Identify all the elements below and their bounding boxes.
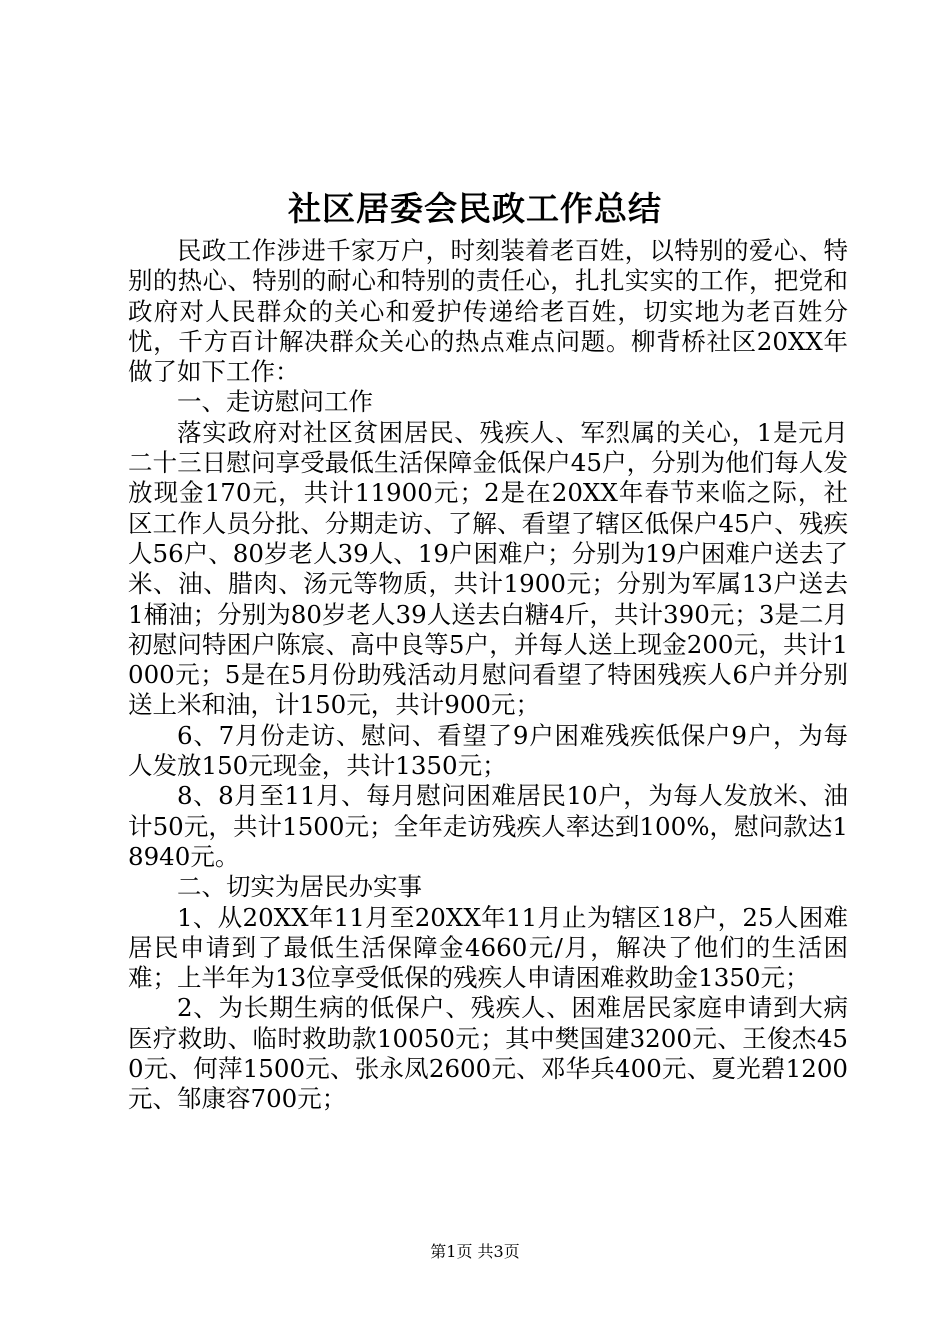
page-number-footer: 第1页 共3页 xyxy=(430,1242,520,1261)
page-title: 社区居委会民政工作总结 xyxy=(288,189,662,228)
paragraph: 6、7月份走访、慰问、看望了9户困难残疾低保户9户，为每人发放150元现金，共计1350元； xyxy=(128,720,848,781)
paragraph: 1、从20XX年11月至20XX年11月止为辖区18户，25人困难居民申请到了最低生活保障金4660元/月，解决了他们的生活困难；上半年为13位享受低保的残疾人申请困难救助金1350元； xyxy=(128,902,848,993)
section-heading-visits: 一、走访慰问工作 xyxy=(177,387,373,417)
intro-paragraph: 民政工作涉进千家万户，时刻装着老百姓，以特别的爱心、特别的热心、特别的耐心和特别的责任心，扎扎实实的工作，把党和政府对人民群众的关心和爱护传递给老百姓，切实地为老百姓分忧，千方百计解决群众关心的热点难点问题。柳背桥社区20XX年做了如下工作： xyxy=(128,236,848,387)
document-body xyxy=(128,236,848,1115)
paragraph: 8、8月至11月、每月慰问困难居民10户，为每人发放米、油计50元，共计1500元；全年走访残疾人率达到100%，慰问款达18940元。 xyxy=(128,781,848,871)
paragraph: 落实政府对社区贫困居民、残疾人、军烈属的关心，1是元月二十三日慰问享受最低生活保障金低保户45户，分别为他们每人发放现金170元，共计11900元；2是在20XX年春节来临之际，社区工作人员分批、分期走访、了解、看望了辖区低保户45户、残疾人56户、80岁老人39人、19户困难户；分别为19户困难户送去了米、油、腊肉、汤元等物质，共计1900元；分别为军属13户送去1桶油；分别为80岁老人39人送去白糖4斤，共计390元；3是二月初慰问特困户陈宸、高中良等5户，并每人送上现金200元，共计1000元；5是在5月份助残活动月慰问看望了特困残疾人6户并分别送上米和油，计150元，共计900元； xyxy=(128,417,848,720)
paragraph: 2、为长期生病的低保户、残疾人、困难居民家庭申请到大病医疗救助、临时救助款10050元；其中樊国建3200元、王俊杰450元、何萍1500元、张永凤2600元、邓华兵400元、夏光碧1200元、邹康容700元； xyxy=(128,993,848,1114)
section-heading-practical-matters: 二、切实为居民办实事 xyxy=(177,872,422,902)
